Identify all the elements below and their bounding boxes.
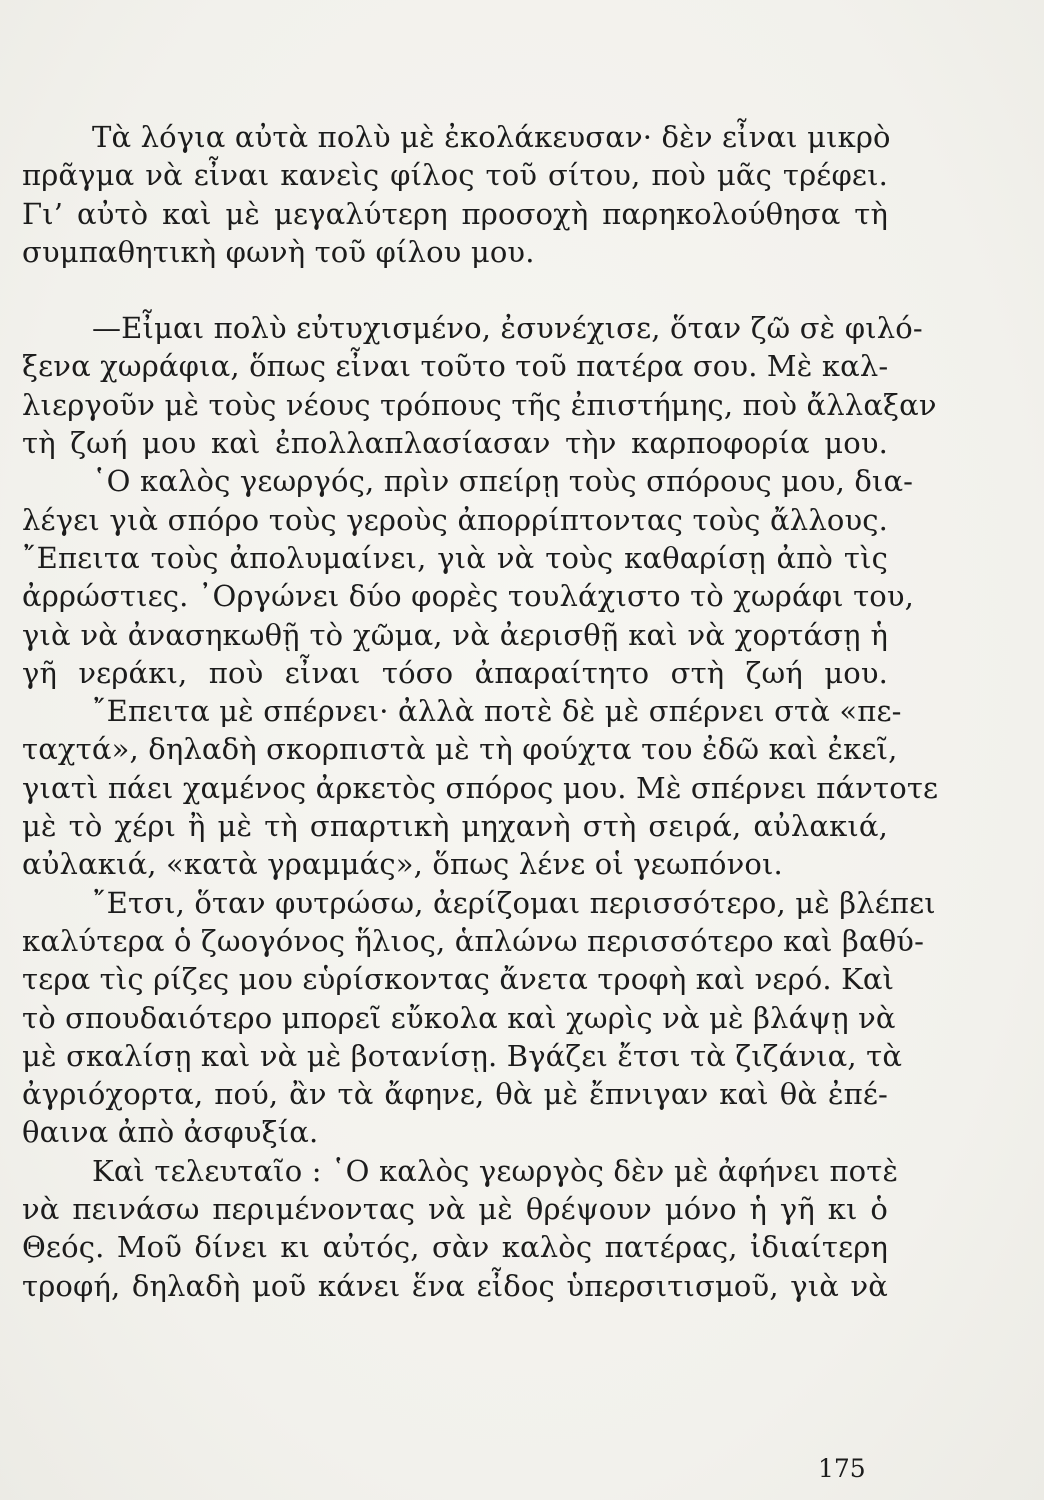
text-line: αὐλακιά, «κατὰ γραμμάς», ὅπως λένε οἱ γεωπόνοι. xyxy=(22,847,783,882)
text-line: ξενα χωράφια, ὅπως εἶναι τοῦτο τοῦ πατέρα σου. Μὲ καλ- xyxy=(22,349,889,384)
text-line: τερα τὶς ρίζες μου εὑρίσκοντας ἄνετα τροφὴ καὶ νερό. Καὶ xyxy=(22,962,895,997)
text-line: λιεργοῦν μὲ τοὺς νέους τρόπους τῆς ἐπιστήμης, ποὺ ἄλλαξαν xyxy=(22,387,937,422)
text-line: ἀγριόχορτα, πού, ἂν τὰ ἄφηνε, θὰ μὲ ἔπνιγαν καὶ θὰ ἐπέ- xyxy=(22,1077,888,1112)
text-line: λέγει γιὰ σπόρο τοὺς γεροὺς ἀπορρίπτοντας τοὺς ἄλλους. xyxy=(22,502,888,537)
text-line: ταχτά», δηλαδὴ σκορπιστὰ μὲ τὴ φούχτα του ἐδῶ καὶ ἐκεῖ, xyxy=(22,732,898,767)
text-line: μὲ τὸ χέρι ἢ μὲ τὴ σπαρτικὴ μηχανὴ στὴ σειρά, αὐλακιά, xyxy=(22,809,888,844)
text-line: Γι’ αὐτὸ καὶ μὲ μεγαλύτερη προσοχὴ παρηκολούθησα τὴ xyxy=(22,196,888,231)
text-line: μὲ σκαλίσῃ καὶ νὰ μὲ βοτανίσῃ. Βγάζει ἔτσι τὰ ζιζάνια, τὰ xyxy=(22,1038,903,1073)
text-line: καλύτερα ὁ ζωογόνος ἥλιος, ἁπλώνω περισσότερο καὶ βαθύ- xyxy=(22,923,925,958)
text-line: ῎Επειτα μὲ σπέρνει· ἀλλὰ ποτὲ δὲ μὲ σπέρνει στὰ «πε- xyxy=(92,694,902,729)
text-line: ῾Ο καλὸς γεωργός, πρὶν σπείρῃ τοὺς σπόρους μου, δια- xyxy=(92,464,914,499)
body-text xyxy=(22,118,939,1305)
paragraph xyxy=(22,1152,899,1305)
text-line: —Εἶμαι πολὺ εὐτυχισμένο, ἐσυνέχισε, ὅταν ζῶ σὲ φιλό- xyxy=(92,311,923,346)
text-line: Θεός. Μοῦ δίνει κι αὐτός, σὰν καλὸς πατέρας, ἰδιαίτερη xyxy=(22,1230,888,1265)
text-line: τὸ σπουδαιότερο μπορεῖ εὔκολα καὶ χωρὶς νὰ μὲ βλάψῃ νὰ xyxy=(22,1000,896,1035)
text-line: γῆ νεράκι, ποὺ εἶναι τόσο ἀπαραίτητο στὴ ζωή μου. xyxy=(22,655,888,690)
text-line: γιατὶ πάει χαμένος ἀρκετὸς σπόρος μου. Μὲ σπέρνει πάντοτε xyxy=(22,770,939,805)
text-line: γιὰ νὰ ἀνασηκωθῇ τὸ χῶμα, νὰ ἀερισθῇ καὶ νὰ χορτάσῃ ἡ xyxy=(22,617,888,652)
text-line: συμπαθητικὴ φωνὴ τοῦ φίλου μου. xyxy=(22,234,535,269)
text-line: τὴ ζωή μου καὶ ἐπολλαπλασίασαν τὴν καρποφορία μου. xyxy=(22,426,888,461)
text-line: ἀρρώστιες. ᾿Οργώνει δύο φορὲς τουλάχιστο τὸ χωράφι του, xyxy=(22,579,915,614)
text-line: Καὶ τελευταῖο : ῾Ο καλὸς γεωργὸς δὲν μὲ ἀφήνει ποτὲ xyxy=(92,1153,899,1188)
text-line: ῎Ετσι, ὅταν φυτρώσω, ἀερίζομαι περισσότερο, μὲ βλέπει xyxy=(92,885,936,920)
text-line: πρᾶγμα νὰ εἶναι κανεὶς φίλος τοῦ σίτου, ποὺ μᾶς τρέφει. xyxy=(22,158,888,193)
paragraph xyxy=(22,884,936,1152)
page-number: 175 xyxy=(818,1454,866,1483)
text-line: τροφή, δηλαδὴ μοῦ κάνει ἕνα εἶδος ὑπερσιτισμοῦ, γιὰ νὰ xyxy=(22,1268,888,1303)
text-line: νὰ πεινάσω περιμένοντας νὰ μὲ θρέψουν μόνο ἡ γῆ κι ὁ xyxy=(22,1192,888,1227)
text-line: ῎Επειτα τοὺς ἀπολυμαίνει, γιὰ νὰ τοὺς καθαρίσῃ ἀπὸ τὶς xyxy=(22,540,888,575)
paragraph xyxy=(22,118,891,271)
text-line: θαινα ἀπὸ ἀσφυξία. xyxy=(22,1115,319,1150)
text-line: Τὰ λόγια αὐτὰ πολὺ μὲ ἐκολάκευσαν· δὲν εἶναι μικρὸ xyxy=(92,120,891,154)
paragraph xyxy=(22,309,939,883)
